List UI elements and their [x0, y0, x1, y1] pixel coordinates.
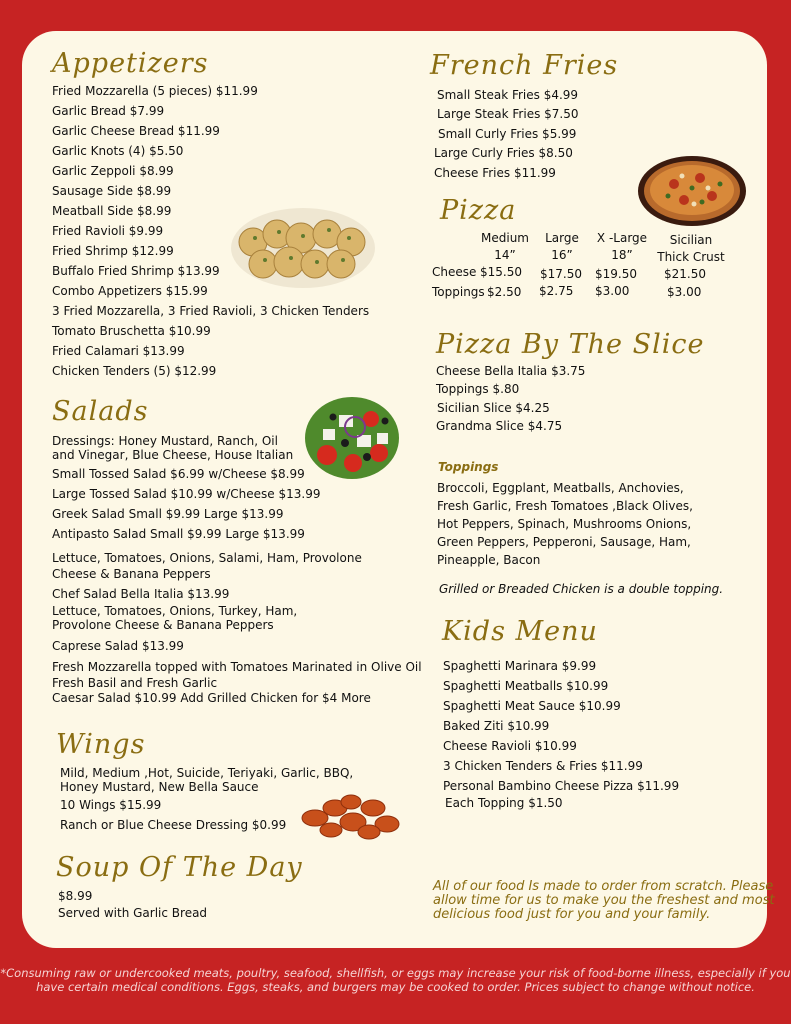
menu-item: Small Tossed Salad $6.99 w/Cheese $8.99 — [52, 467, 305, 481]
menu-item: Caesar Salad $10.99 Add Grilled Chicken for $4 More — [52, 691, 371, 705]
pizza-price: $17.50 — [540, 267, 582, 281]
greek-salad-photo — [305, 397, 399, 479]
menu-item: Small Curly Fries $5.99 — [438, 127, 577, 141]
kids-list — [443, 656, 679, 796]
menu-item: 3 Chicken Tenders & Fries $11.99 — [443, 759, 643, 773]
pizza-size-header: X -Large 18” — [596, 231, 648, 262]
wings-photo — [293, 786, 405, 846]
pizza-price: $19.50 — [595, 267, 637, 281]
menu-item: Chef Salad Bella Italia $13.99 — [52, 587, 230, 601]
pizza-row-label: Toppings — [432, 285, 485, 299]
wing-flavors: Mild, Medium ,Hot, Suicide, Teriyaki, Garlic, BBQ, Honey Mustard, New Bella Sauce — [60, 766, 354, 794]
menu-item: Cheese Fries $11.99 — [434, 166, 556, 180]
menu-item: Large Tossed Salad $10.99 w/Cheese $13.99 — [52, 487, 321, 501]
menu-item: Each Topping $1.50 — [445, 796, 563, 810]
menu-item: 10 Wings $15.99 — [60, 798, 162, 812]
menu-item: Antipasto Salad Small $9.99 Large $13.99 — [52, 527, 305, 541]
menu-item: Served with Garlic Bread — [58, 906, 208, 920]
pizza-size-header: Medium 14” — [481, 231, 529, 262]
toppings-note: Grilled or Breaded Chicken is a double topping. — [439, 582, 724, 596]
menu-item: Tomato Bruschetta $10.99 — [52, 324, 211, 338]
menu-item: Spaghetti Meat Sauce $10.99 — [443, 699, 621, 713]
menu-item: Sausage Side $8.99 — [52, 184, 172, 198]
pizza-price: $2.75 — [539, 284, 574, 298]
menu-item: Chicken Tenders (5) $12.99 — [52, 364, 217, 378]
menu-item: Buffalo Fried Shrimp $13.99 — [52, 264, 220, 278]
menu-item: Spaghetti Marinara $9.99 — [443, 659, 597, 673]
menu-item: Fried Ravioli $9.99 — [52, 224, 164, 238]
item-description: Lettuce, Tomatoes, Onions, Salami, Ham, Provolone Cheese & Banana Peppers — [52, 551, 362, 581]
menu-item: Small Steak Fries $4.99 — [437, 88, 579, 102]
menu-item: Toppings $.80 — [436, 382, 520, 396]
pizza-size-header: Large 16” — [545, 231, 579, 262]
menu-item: Garlic Cheese Bread $11.99 — [52, 124, 220, 138]
menu-item: Fried Shrimp $12.99 — [52, 244, 174, 258]
pizza-price: $21.50 — [664, 267, 706, 281]
wings-heading: Wings — [56, 729, 146, 760]
menu-item: Caprese Salad $13.99 — [52, 639, 184, 653]
tagline: All of our food Is made to order from scratch. Please allow time for us to make you the freshest and most delicious food just for you and your family. — [433, 879, 775, 922]
soup-heading: Soup Of The Day — [56, 852, 303, 883]
menu-item: Combo Appetizers $15.99 — [52, 284, 208, 298]
salad-dressings: Dressings: Honey Mustard, Ranch, Oil and Vinegar, Blue Cheese, House Italian — [52, 434, 294, 462]
menu-item: Ranch or Blue Cheese Dressing $0.99 — [60, 818, 287, 832]
pizza-price: $15.50 — [480, 265, 522, 279]
menu-item: Garlic Knots (4) $5.50 — [52, 144, 184, 158]
menu-item: Sicilian Slice $4.25 — [437, 401, 550, 415]
fries-heading: French Fries — [430, 50, 619, 81]
appetizers-heading: Appetizers — [52, 48, 209, 79]
item-description: Fresh Mozzarella topped with Tomatoes Marinated in Olive Oil Fresh Basil and Fresh Garlic — [52, 660, 422, 690]
pizza-row-label: Cheese — [432, 265, 477, 279]
kids-heading: Kids Menu — [442, 616, 598, 647]
menu-item: Garlic Bread $7.99 — [52, 104, 165, 118]
pizza-price: $2.50 — [487, 285, 522, 299]
menu-item: Grandma Slice $4.75 — [436, 419, 563, 433]
food-safety-disclaimer: *Consuming raw or undercooked meats, poultry, seafood, shellfish, or eggs may increase your risk of food-borne illness, especially if you have certain medical conditions. Eggs, steaks, and burgers may be cooked to order. Prices subject to change without notice. — [0, 966, 791, 994]
menu-item: Greek Salad Small $9.99 Large $13.99 — [52, 507, 284, 521]
menu-item: Large Curly Fries $8.50 — [434, 146, 573, 160]
pizza-heading: Pizza — [440, 195, 517, 226]
menu-item: Cheese Bella Italia $3.75 — [436, 364, 586, 378]
pizza-price: $3.00 — [667, 285, 702, 299]
pizza-photo — [638, 156, 746, 226]
salads-heading: Salads — [52, 396, 149, 427]
menu-item: Garlic Zeppoli $8.99 — [52, 164, 174, 178]
garlic-knots-photo — [231, 208, 375, 288]
menu-item: Spaghetti Meatballs $10.99 — [443, 679, 609, 693]
menu-item: Personal Bambino Cheese Pizza $11.99 — [443, 779, 680, 793]
menu-item: Fried Calamari $13.99 — [52, 344, 185, 358]
menu-item: Baked Ziti $10.99 — [443, 719, 550, 733]
slice-heading: Pizza By The Slice — [436, 329, 705, 360]
menu-item: Cheese Ravioli $10.99 — [443, 739, 577, 753]
toppings-heading: Toppings — [438, 460, 499, 474]
pizza-price: $3.00 — [595, 284, 630, 298]
menu-item: $8.99 — [58, 889, 93, 903]
menu-item: 3 Fried Mozzarella, 3 Fried Ravioli, 3 Chicken Tenders — [52, 304, 370, 318]
menu-item: Meatball Side $8.99 — [52, 204, 172, 218]
toppings-list: Broccoli, Eggplant, Meatballs, Anchovies, Fresh Garlic, Fresh Tomatoes ,Black Olives, Hot Peppers, Spinach, Mushrooms Onions, Green Peppers, Pepperoni, Sausage, Ham, Pineapple, Bacon — [437, 481, 693, 567]
menu-item: Large Steak Fries $7.50 — [437, 107, 579, 121]
pizza-size-header: Sicilian Thick Crust — [657, 233, 725, 264]
menu-item: Fried Mozzarella (5 pieces) $11.99 — [52, 84, 258, 98]
item-description: Lettuce, Tomatoes, Onions, Turkey, Ham, Provolone Cheese & Banana Peppers — [52, 604, 298, 632]
